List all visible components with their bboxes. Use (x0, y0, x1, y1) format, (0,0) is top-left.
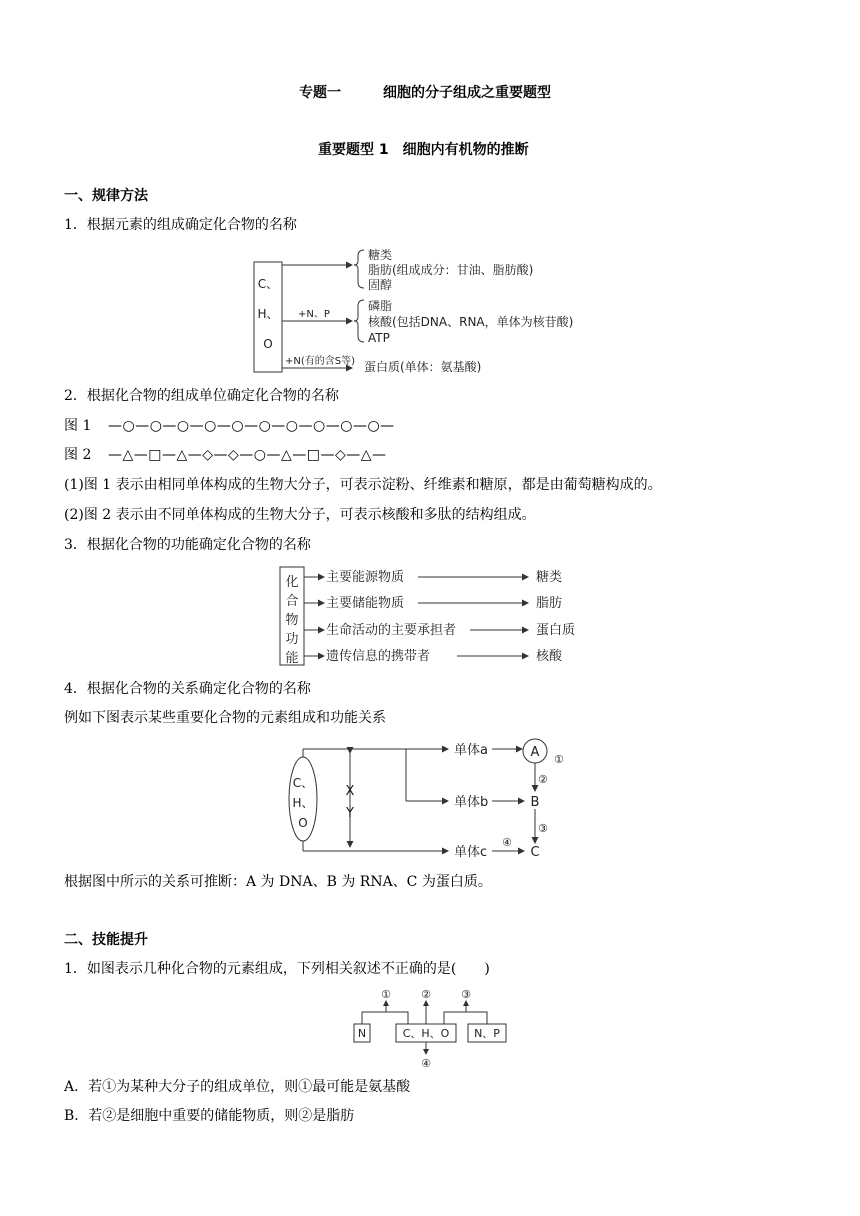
ellipse-o: O (298, 816, 308, 830)
g3-item: 蛋白质(单体：氨基酸) (364, 360, 482, 374)
function-1: 主要能源物质 (326, 570, 405, 585)
monomer-a: 单体a (454, 743, 488, 758)
node-a: A (530, 745, 540, 760)
compound-3: 蛋白质 (536, 623, 576, 638)
box-char-4: 功 (285, 632, 299, 647)
box-char-3: 物 (285, 613, 299, 628)
y-label: Y (346, 806, 354, 821)
question-1: 1．如图表示几种化合物的元素组成，下列相关叙述不正确的是( ) (64, 961, 490, 977)
function-4: 遗传信息的携带者 (326, 649, 431, 664)
subtitle: 重要题型 1 细胞内有机物的推断 (318, 142, 529, 158)
conclusion: 根据图中所示的关系可推断：A 为 DNA、B 为 RNA、C 为蛋白质。 (64, 874, 492, 890)
label-2: ② (421, 988, 431, 1001)
option-a: A．若①为某种大分子的组成单位，则①最可能是氨基酸 (64, 1079, 411, 1095)
chain-1: —○—○—○—○—○—○—○—○—○—○— (108, 418, 395, 434)
topic-label: 专题一 (299, 85, 341, 101)
section-heading-skills: 二、技能提升 (64, 932, 148, 948)
item-3: 3．根据化合物的功能确定化合物的名称 (64, 537, 311, 553)
chain-1-label: 图 1 (64, 418, 92, 434)
box-h: H、 (257, 307, 279, 321)
option-b: B．若②是细胞中重要的储能物质，则②是脂肪 (64, 1108, 355, 1124)
compound-2: 脂肪 (536, 596, 563, 611)
box-np: N、P (474, 1027, 500, 1040)
relation-figure (284, 735, 604, 865)
step-2: ② (538, 773, 548, 786)
box-char-5: 能 (285, 651, 299, 666)
g2-item-1: 磷脂 (368, 299, 393, 313)
element-composition-figure (252, 240, 622, 378)
example-text: 例如下图表示某些重要化合物的元素组成和功能关系 (64, 710, 386, 726)
composition-question-figure (350, 986, 510, 1070)
item-2: 2．根据化合物的组成单位确定化合物的名称 (64, 388, 339, 404)
note-2: (2)图 2 表示由不同单体构成的生物大分子，可表示核酸和多肽的结构组成。 (64, 507, 536, 523)
g1-item-2: 脂肪(组成成分：甘油、脂肪酸) (368, 263, 534, 277)
box-cho: C、H、O (402, 1027, 450, 1040)
box-o: O (263, 337, 273, 351)
ellipse-c: C、 (292, 776, 314, 790)
section-heading-methods: 一、规律方法 (64, 188, 148, 204)
topic-title: 细胞的分子组成之重要题型 (383, 85, 551, 101)
g2-item-3: ATP (368, 331, 390, 345)
box-char-2: 合 (285, 594, 299, 609)
item-1: 1．根据元素的组成确定化合物的名称 (64, 217, 297, 233)
item-4: 4．根据化合物的关系确定化合物的名称 (64, 681, 311, 697)
g1-item-3: 固醇 (368, 278, 393, 292)
box-c: C、 (257, 277, 279, 291)
step-4: ④ (502, 836, 512, 849)
ellipse-h: H、 (292, 796, 314, 810)
g2-item-2: 核酸(包括DNA、RNA，单体为核苷酸) (368, 315, 574, 329)
function-2: 主要储能物质 (326, 596, 405, 611)
step-3: ③ (538, 822, 548, 835)
label-1: ① (381, 988, 391, 1001)
function-figure (276, 563, 588, 669)
monomer-c: 单体c (454, 845, 488, 860)
label-4: ④ (421, 1057, 431, 1070)
x-label: X (345, 784, 355, 799)
box-n: N (357, 1027, 367, 1040)
g1-item-1: 糖类 (368, 248, 393, 262)
chain-2: —△—□—△—◇—◇—○—△—□—◇—△— (108, 447, 387, 463)
node-b: B (530, 795, 540, 810)
step-1: ① (554, 753, 564, 766)
box-char-1: 化 (285, 575, 299, 590)
node-c: C (530, 845, 540, 860)
function-3: 生命活动的主要承担者 (326, 623, 457, 638)
note-1: (1)图 1 表示由相同单体构成的生物大分子，可表示淀粉、纤维素和糖原，都是由葡萄糖构成的。 (64, 477, 662, 493)
compound-1: 糖类 (536, 570, 563, 585)
arrow-n-label: +N(有的含S等) (285, 356, 356, 367)
compound-4: 核酸 (536, 649, 563, 664)
arrow-np-label: +N、P (298, 309, 330, 320)
chain-2-label: 图 2 (64, 447, 92, 463)
monomer-b: 单体b (454, 795, 489, 810)
label-3: ③ (461, 988, 471, 1001)
